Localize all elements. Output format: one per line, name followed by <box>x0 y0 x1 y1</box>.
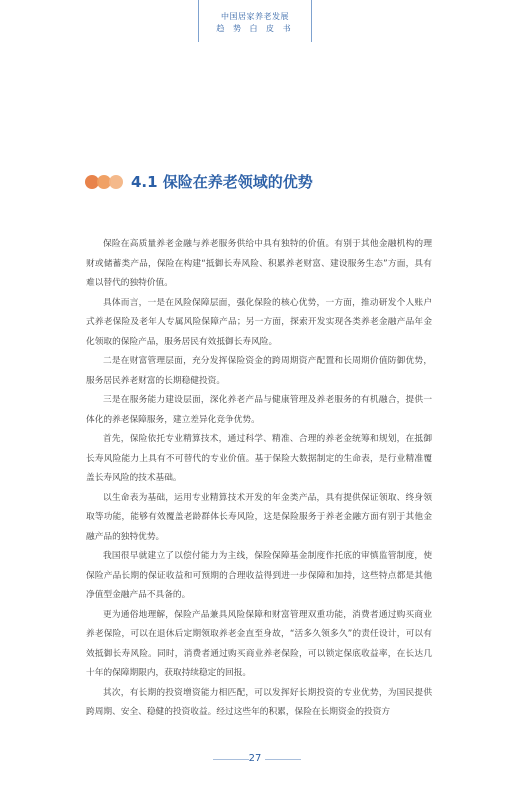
header-title-line2: 趋 势 白 皮 书 <box>216 24 294 33</box>
footer-right-rule <box>265 759 301 760</box>
paragraph: 更为通俗地理解，保险产品兼具风险保障和财富管理双重功能，消费者通过购买商业养老保险，可以在退休后定期领取养老金直至身故，“活多久领多久”的责任设计，可以有效抵御长寿风险。同时，消费者通过购买商业养老保险，可以锁定保底收益率，在长达几十年的保障期限内，获取持续稳定的回报。 <box>86 609 432 678</box>
paragraph: 二是在财富管理层面，充分发挥保险资金的跨周期资产配置和长周期价值防御优势，服务居民养老财富的长期稳健投资。 <box>86 356 432 386</box>
paragraph: 其次，有长期的投资增资能力相匹配，可以发挥好长期投资的专业优势，为国民提供跨周期、安全、稳健的投资收益。经过这些年的积累，保险在长期资金的投资方 <box>86 687 432 717</box>
section-title: 4.1 保险在养老领域的优势 <box>131 173 313 191</box>
page-footer <box>0 751 510 767</box>
paragraph: 首先，保险依托专业精算技术，通过科学、精准、合理的养老金统筹和规划，在抵御长寿风险能力上具有不可替代的专业价值。基于保险大数据制定的生命表，是行业精准覆盖长寿风险的技术基础。 <box>86 434 432 483</box>
paragraph: 以生命表为基础，运用专业精算技术开发的年金类产品，具有提供保证领取、终身领取等功能，能够有效覆盖老龄群体长寿风险，这是保险服务于养老金融方面有别于其他金融产品的独特优势。 <box>86 492 432 542</box>
section-bullet-dots <box>85 175 127 189</box>
paragraph: 三是在服务能力建设层面，深化养老产品与健康管理及养老服务的有机融合，提供一体化的养老保障服务，建立差异化竞争优势。 <box>86 395 432 425</box>
paragraph: 具体而言，一是在风险保障层面，强化保险的核心优势，一方面，推动研发个人账户式养老保险及老年人专属风险保障产品；另一方面，探索开发实现各类养老金融产品年金化领取的保险产品，服务居民有效抵御长寿风险。 <box>86 297 432 347</box>
paragraph: 我国很早就建立了以偿付能力为主线，保险保障基金制度作托底的审慎监管制度，使保险产品长期的保证收益和可预期的合理收益得到进一步保障和加持，这些特点都是其他净值型金融产品不具备的。 <box>86 551 432 600</box>
header-title-line1: 中国居家养老发展 <box>221 12 289 21</box>
page-number: 27 <box>248 753 262 764</box>
body-text <box>86 235 432 723</box>
orange-dot-3 <box>109 175 123 189</box>
section-heading <box>85 170 405 194</box>
running-header <box>198 0 312 42</box>
paragraph: 保险在高质量养老金融与养老服务供给中具有独特的价值。有别于其他金融机构的理财或储蓄类产品，保险在构建“抵御长寿风险、积累养老财富、建设服务生态”方面，具有难以替代的独特价值。 <box>86 239 432 288</box>
